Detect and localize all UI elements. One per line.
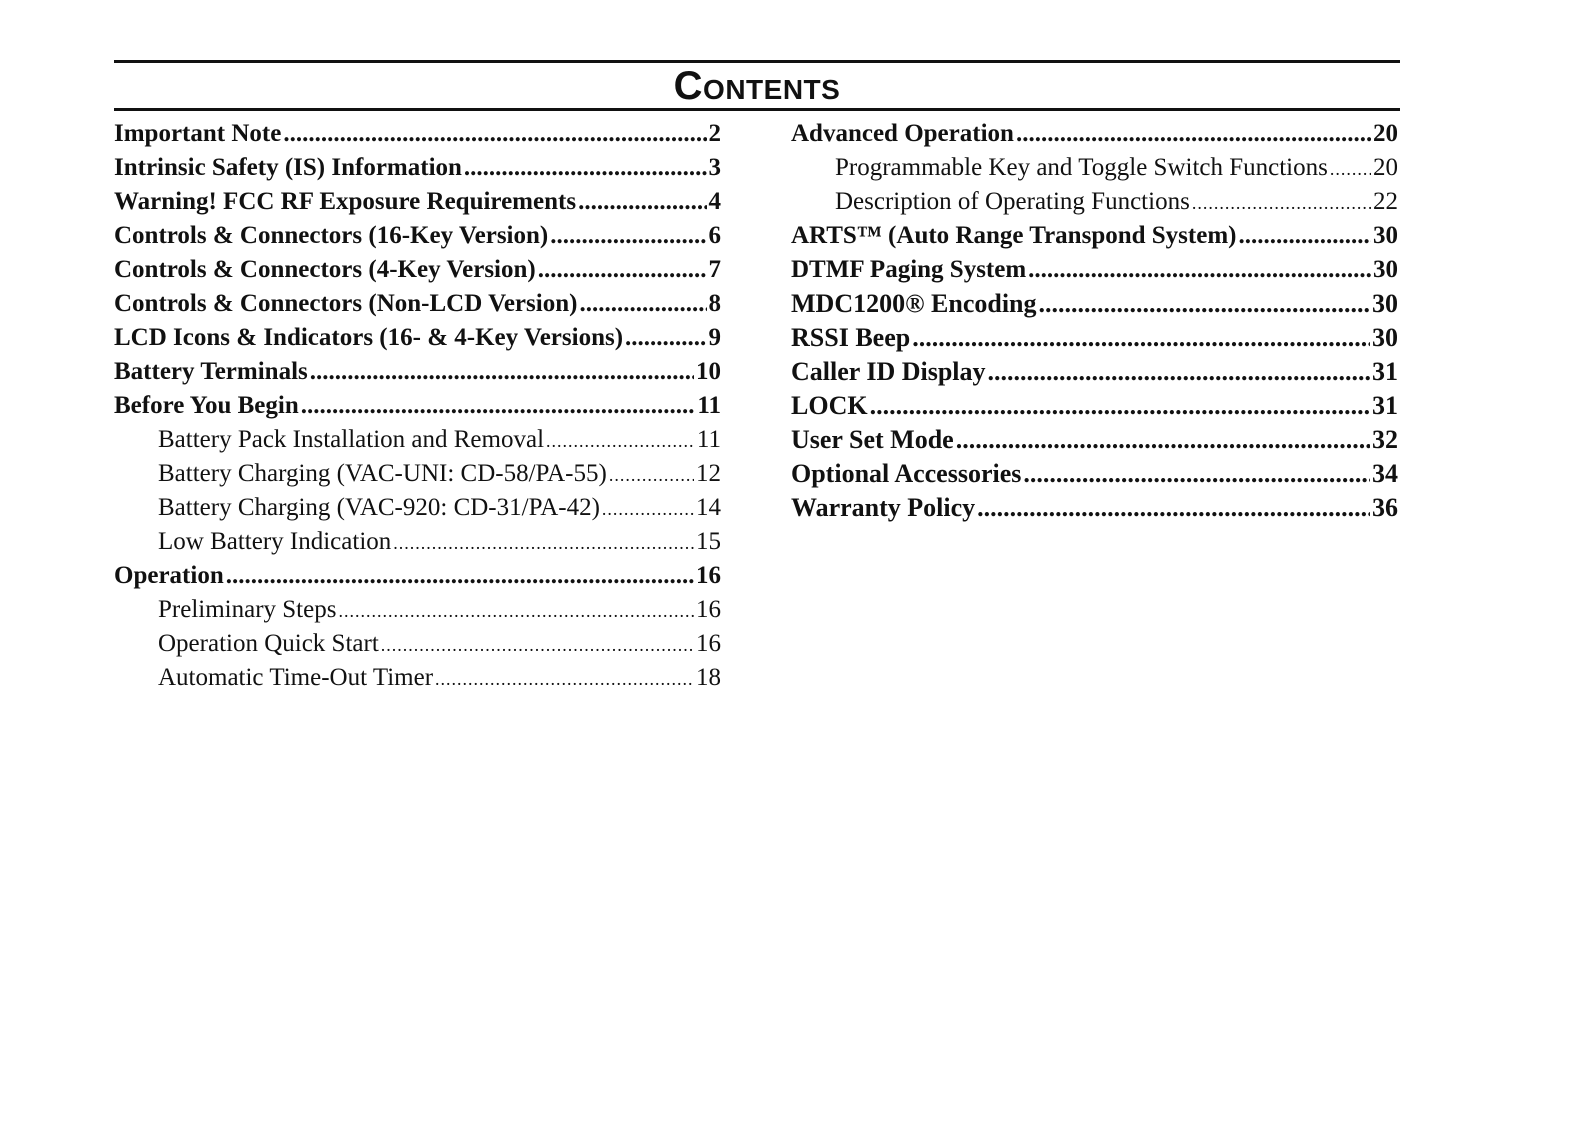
toc-entry-label: RSSI Beep bbox=[791, 323, 911, 352]
toc-entry[interactable] bbox=[114, 287, 721, 321]
toc-entry-label: Warning! FCC RF Exposure Requirements bbox=[114, 188, 577, 215]
toc-entry-label: Warranty Policy bbox=[791, 493, 976, 522]
toc-subentry[interactable] bbox=[114, 661, 721, 695]
toc-entry-label: Intrinsic Safety (IS) Information bbox=[114, 154, 462, 181]
toc-entry-page: 11 bbox=[697, 392, 721, 419]
toc-entry-page: 6 bbox=[708, 222, 721, 249]
toc-subentry[interactable] bbox=[114, 525, 721, 559]
toc-entry[interactable] bbox=[114, 355, 721, 389]
toc-entry-page: 15 bbox=[696, 528, 721, 555]
toc-left-column bbox=[114, 117, 721, 695]
toc-entry[interactable] bbox=[791, 423, 1398, 457]
toc-entry-label: Battery Terminals bbox=[114, 358, 308, 385]
toc-entry-page: 7 bbox=[708, 256, 721, 283]
toc-entry-page: 31 bbox=[1372, 391, 1398, 420]
toc-entry-page: 30 bbox=[1373, 222, 1398, 249]
toc-entry-label: Operation Quick Start bbox=[158, 630, 379, 657]
toc-entry[interactable] bbox=[791, 287, 1398, 321]
title-bottom-rule bbox=[114, 108, 1400, 111]
toc-entry-page: 2 bbox=[708, 120, 721, 147]
dot-leader bbox=[1028, 253, 1371, 287]
dot-leader bbox=[912, 321, 1370, 355]
toc-entry-page: 34 bbox=[1372, 459, 1398, 488]
toc-entry-label: ARTS™ (Auto Range Transpond System) bbox=[791, 222, 1237, 249]
toc-entry-label: LOCK bbox=[791, 391, 868, 420]
dot-leader bbox=[1192, 185, 1371, 220]
dot-leader bbox=[988, 355, 1370, 389]
dot-leader bbox=[1238, 219, 1371, 253]
toc-entry-page: 22 bbox=[1373, 188, 1398, 215]
dot-leader bbox=[1023, 457, 1370, 491]
dot-leader bbox=[1016, 117, 1371, 151]
toc-entry-label: Caller ID Display bbox=[791, 357, 986, 386]
toc-entry[interactable] bbox=[114, 185, 721, 219]
toc-entry-page: 30 bbox=[1373, 256, 1398, 283]
toc-subentry[interactable] bbox=[791, 185, 1398, 219]
toc-entry-label: DTMF Paging System bbox=[791, 256, 1027, 283]
toc-entry[interactable] bbox=[791, 321, 1398, 355]
dot-leader bbox=[1330, 151, 1371, 186]
toc-entry-label: LCD Icons & Indicators (16- & 4-Key Versions) bbox=[114, 324, 624, 351]
page-title bbox=[114, 64, 1400, 108]
toc-entry-label: Battery Pack Installation and Removal bbox=[158, 426, 545, 453]
dot-leader bbox=[301, 389, 696, 423]
dot-leader bbox=[870, 389, 1370, 423]
toc-entry-page: 10 bbox=[696, 358, 721, 385]
toc-entry-label: Controls & Connectors (4-Key Version) bbox=[114, 256, 536, 283]
dot-leader bbox=[602, 491, 694, 526]
toc-subentry[interactable] bbox=[114, 491, 721, 525]
toc-entry[interactable] bbox=[114, 117, 721, 151]
dot-leader bbox=[1039, 287, 1370, 321]
dot-leader bbox=[435, 661, 694, 696]
toc-entry-label: Low Battery Indication bbox=[158, 528, 392, 555]
dot-leader bbox=[579, 287, 706, 321]
toc-entry-page: 20 bbox=[1373, 120, 1398, 147]
toc-entry-label: Programmable Key and Toggle Switch Functions bbox=[835, 154, 1328, 181]
dot-leader bbox=[283, 117, 706, 151]
toc-entry-page: 31 bbox=[1372, 357, 1398, 386]
toc-entry[interactable] bbox=[791, 389, 1398, 423]
toc-subentry[interactable] bbox=[791, 151, 1398, 185]
toc-subentry[interactable] bbox=[114, 593, 721, 627]
toc-entry[interactable] bbox=[114, 219, 721, 253]
dot-leader bbox=[977, 491, 1370, 525]
toc-entry-label: Controls & Connectors (16-Key Version) bbox=[114, 222, 549, 249]
toc-entry[interactable] bbox=[791, 491, 1398, 525]
toc-subentry[interactable] bbox=[114, 627, 721, 661]
toc-entry[interactable] bbox=[791, 219, 1398, 253]
toc-entry-label: Operation bbox=[114, 562, 224, 589]
toc-entry-page: 16 bbox=[696, 596, 721, 623]
toc-entry-label: MDC1200® Encoding bbox=[791, 289, 1037, 318]
toc-entry-page: 30 bbox=[1372, 323, 1398, 352]
toc-entry-page: 11 bbox=[696, 426, 721, 453]
toc-subentry[interactable] bbox=[114, 423, 721, 457]
toc-entry[interactable] bbox=[791, 457, 1398, 491]
dot-leader bbox=[956, 423, 1370, 457]
toc-entry[interactable] bbox=[114, 253, 721, 287]
toc-entry-page: 16 bbox=[696, 562, 721, 589]
toc-entry-label: Description of Operating Functions bbox=[835, 188, 1190, 215]
toc-entry-label: Battery Charging (VAC-UNI: CD-58/PA-55) bbox=[158, 460, 607, 487]
toc-right-column bbox=[791, 117, 1398, 525]
toc-entry-label: Important Note bbox=[114, 120, 282, 147]
toc-subentry[interactable] bbox=[114, 457, 721, 491]
toc-entry-page: 32 bbox=[1372, 425, 1398, 454]
dot-leader bbox=[546, 423, 695, 458]
toc-entry-label: User Set Mode bbox=[791, 425, 954, 454]
toc-entry-page: 36 bbox=[1372, 493, 1398, 522]
toc-entry-label: Optional Accessories bbox=[791, 459, 1022, 488]
dot-leader bbox=[625, 321, 706, 355]
dot-leader bbox=[578, 185, 706, 219]
toc-entry-page: 16 bbox=[696, 630, 721, 657]
dot-leader bbox=[609, 457, 694, 492]
dot-leader bbox=[226, 559, 694, 593]
toc-entry-page: 9 bbox=[708, 324, 721, 351]
toc-entry[interactable] bbox=[791, 117, 1398, 151]
toc-entry-page: 18 bbox=[696, 664, 721, 691]
dot-leader bbox=[310, 355, 694, 389]
toc-entry-page: 20 bbox=[1373, 154, 1398, 181]
dot-leader bbox=[538, 253, 707, 287]
toc-entry-page: 14 bbox=[696, 494, 721, 521]
title-top-rule bbox=[114, 60, 1400, 63]
toc-entry-label: Automatic Time-Out Timer bbox=[158, 664, 434, 691]
toc-entry-label: Battery Charging (VAC-920: CD-31/PA-42) bbox=[158, 494, 600, 521]
dot-leader bbox=[464, 151, 707, 185]
toc-entry-label: Controls & Connectors (Non-LCD Version) bbox=[114, 290, 578, 317]
toc-entry-page: 30 bbox=[1372, 289, 1398, 318]
dot-leader bbox=[550, 219, 706, 253]
toc-entry[interactable] bbox=[114, 559, 721, 593]
toc-entry[interactable] bbox=[114, 151, 721, 185]
toc-entry-page: 8 bbox=[708, 290, 721, 317]
toc-entry-label: Before You Begin bbox=[114, 392, 299, 419]
toc-entry[interactable] bbox=[791, 355, 1398, 389]
toc-entry-page: 12 bbox=[696, 460, 721, 487]
dot-leader bbox=[393, 525, 694, 560]
toc-entry-label: Preliminary Steps bbox=[158, 596, 337, 623]
dot-leader bbox=[338, 593, 694, 628]
dot-leader bbox=[381, 627, 694, 662]
toc-entry[interactable] bbox=[791, 253, 1398, 287]
toc-entry-page: 4 bbox=[708, 188, 721, 215]
toc-entry[interactable] bbox=[114, 389, 721, 423]
toc-entry[interactable] bbox=[114, 321, 721, 355]
toc-entry-page: 3 bbox=[708, 154, 721, 181]
page-title-text: Contents bbox=[673, 64, 841, 108]
toc-entry-label: Advanced Operation bbox=[791, 120, 1014, 147]
